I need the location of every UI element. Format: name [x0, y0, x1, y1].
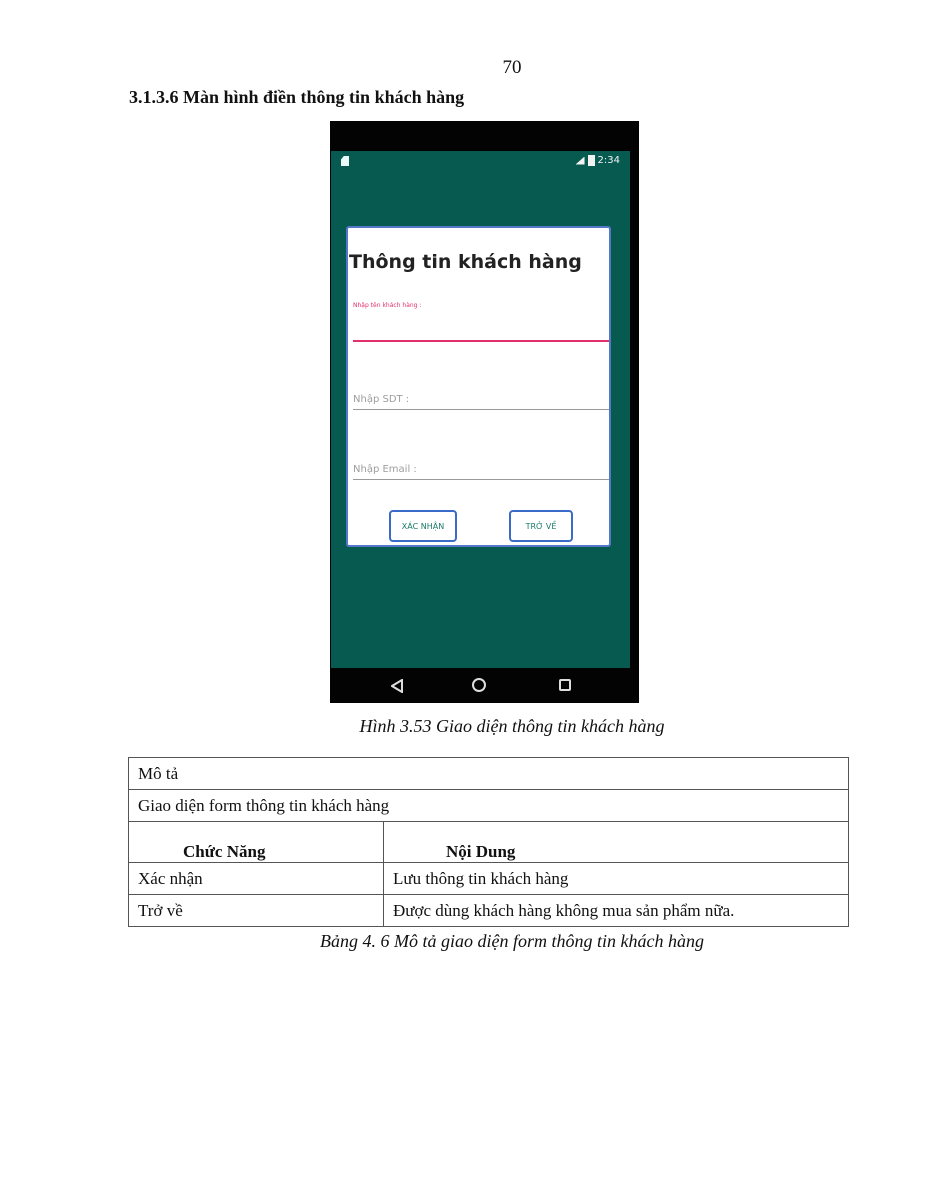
- dialog-title: Thông tin khách hàng: [349, 251, 582, 273]
- email-hint: Nhập Email :: [353, 464, 417, 475]
- back-button[interactable]: TRỞ VỀ: [509, 510, 573, 542]
- section-heading: 3.1.3.6 Màn hình điền thông tin khách hàng: [129, 87, 465, 107]
- header-content: Nội Dung: [384, 822, 849, 863]
- table-header-row: [129, 822, 849, 863]
- table-cell: Trở về: [129, 895, 384, 927]
- customer-name-label: Nhập tên khách hàng :: [353, 302, 422, 309]
- nav-recents-icon[interactable]: [559, 679, 571, 691]
- sd-card-icon: [341, 156, 349, 166]
- status-time: 2:34: [597, 155, 620, 166]
- phone-number-field[interactable]: [353, 383, 609, 410]
- phone-screenshot: [330, 121, 639, 703]
- table-subtitle-cell: Giao diện form thông tin khách hàng: [129, 790, 849, 822]
- table-cell: Được dùng khách hàng không mua sản phẩm nữa.: [384, 895, 849, 927]
- table-cell: Lưu thông tin khách hàng: [384, 863, 849, 895]
- table-row: [129, 895, 849, 927]
- table-row: [129, 790, 849, 822]
- customer-info-dialog: [346, 226, 611, 547]
- table-caption: Bảng 4. 6 Mô tả giao diện form thông tin khách hàng: [320, 931, 704, 951]
- table-title-cell: Mô tả: [129, 758, 849, 790]
- figure-caption: Hình 3.53 Giao diện thông tin khách hàng: [359, 716, 665, 736]
- confirm-button[interactable]: XÁC NHẬN: [389, 510, 457, 542]
- description-table: [128, 757, 849, 927]
- table-row: [129, 863, 849, 895]
- table-row: [129, 758, 849, 790]
- customer-name-field[interactable]: [353, 302, 609, 342]
- signal-icon: [576, 157, 585, 165]
- table-cell: Xác nhận: [129, 863, 384, 895]
- page-number: 70: [502, 57, 522, 78]
- navigation-bar: [330, 668, 630, 703]
- nav-home-icon[interactable]: [472, 678, 486, 692]
- phone-number-hint: Nhập SDT :: [353, 394, 410, 405]
- status-bar: [331, 151, 630, 173]
- battery-icon: [588, 155, 595, 166]
- status-icons: [576, 155, 620, 166]
- email-field[interactable]: [353, 453, 609, 480]
- phone-screen: [331, 151, 630, 668]
- nav-back-icon[interactable]: [391, 679, 401, 691]
- header-function: Chức Năng: [129, 822, 384, 863]
